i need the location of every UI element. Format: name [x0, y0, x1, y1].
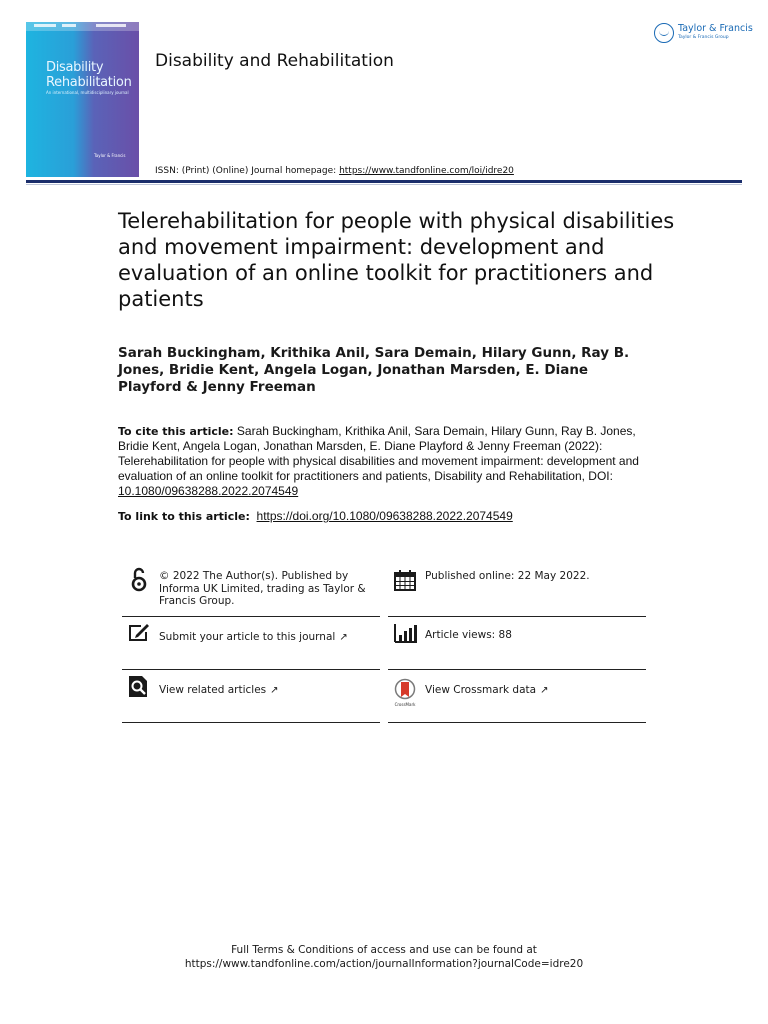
- header-rule: [26, 180, 742, 183]
- cover-top-bar: [26, 22, 139, 31]
- bar-chart-icon: [392, 620, 418, 646]
- article-link-label: To link to this article:: [118, 510, 250, 523]
- footer-terms: [0, 943, 768, 971]
- submit-article-text: Submit your article to this journal: [159, 631, 336, 643]
- external-link-icon: ↗: [270, 685, 279, 696]
- article-views: Article views: 88: [425, 629, 512, 641]
- cover-title: Disability Rehabilitation: [46, 60, 132, 90]
- view-crossmark-link[interactable]: [425, 684, 647, 698]
- edit-icon: [126, 620, 152, 646]
- crossmark-icon: [392, 678, 418, 708]
- view-related-text: View related articles: [159, 684, 267, 696]
- views-cell: [388, 617, 646, 670]
- view-related-link[interactable]: [159, 684, 381, 698]
- footer-terms-link[interactable]: https://www.tandfonline.com/action/journalInformation?journalCode=idre20: [184, 958, 584, 970]
- journal-name: Disability and Rehabilitation: [155, 51, 394, 71]
- published-cell: [388, 564, 646, 617]
- footer-line-1: Full Terms & Conditions of access and use can be found at: [231, 944, 537, 956]
- citation-text: Sarah Buckingham, Krithika Anil, Sara Demain, Hilary Gunn, Ray B. Jones, Bridie Kent, Angela Logan, Jonathan Marsden, E. Diane Playford & Jenny Freeman (2022): Telerehabilitation for people with physical disabilities and movement impairment: development and evaluation of an online toolkit for practitioners and patients, Disability and Rehabilitation, DOI:: [118, 424, 639, 483]
- issn-label: ISSN: (Print) (Online) Journal homepage:: [155, 166, 340, 176]
- publisher-tagline: Taylor & Francis Group: [678, 35, 729, 40]
- submit-article-link[interactable]: [159, 631, 381, 645]
- related-cell[interactable]: [122, 670, 380, 723]
- publisher-name: Taylor & Francis: [678, 23, 753, 34]
- license-cell: [122, 564, 380, 617]
- view-crossmark-text: View Crossmark data: [425, 684, 537, 696]
- taylor-francis-logo-icon: [654, 23, 674, 43]
- journal-homepage-link[interactable]: https://www.tandfonline.com/loi/idre20: [339, 166, 514, 176]
- search-document-icon: [126, 673, 152, 699]
- crossmark-cell[interactable]: [388, 670, 646, 723]
- issn-line: [155, 166, 514, 176]
- external-link-icon: ↗: [339, 632, 348, 643]
- external-link-icon: ↗: [540, 685, 549, 696]
- journal-cover: [26, 22, 139, 177]
- header-rule-thin: [26, 184, 742, 185]
- publisher-logo[interactable]: [654, 22, 754, 48]
- crossmark-badge-label: CrossMark: [394, 702, 416, 707]
- cover-subtitle: An international, multidisciplinary journal: [46, 90, 129, 95]
- citation-doi-link[interactable]: 10.1080/09638288.2022.2074549: [118, 484, 299, 498]
- article-title: Telerehabilitation for people with physical disabilities and movement impairment: development and evaluation of an online toolkit for practitioners and patients: [118, 209, 675, 311]
- open-access-icon: [126, 567, 152, 593]
- calendar-icon: [392, 567, 418, 593]
- article-doi-link[interactable]: https://doi.org/10.1080/09638288.2022.2074549: [256, 509, 513, 523]
- cover-publisher-mark: Taylor & Francis: [94, 153, 126, 158]
- license-text: © 2022 The Author(s). Published by Informa UK Limited, trading as Taylor & Francis Group.: [159, 570, 366, 607]
- article-link-line: [118, 509, 513, 523]
- citation-label: To cite this article:: [118, 425, 234, 438]
- citation-block: [118, 424, 653, 499]
- article-authors: Sarah Buckingham, Krithika Anil, Sara Demain, Hilary Gunn, Ray B. Jones, Bridie Kent, Angela Logan, Jonathan Marsden, E. Diane Playford & Jenny Freeman: [118, 345, 630, 395]
- submit-cell[interactable]: [122, 617, 380, 670]
- published-date: Published online: 22 May 2022.: [425, 570, 590, 582]
